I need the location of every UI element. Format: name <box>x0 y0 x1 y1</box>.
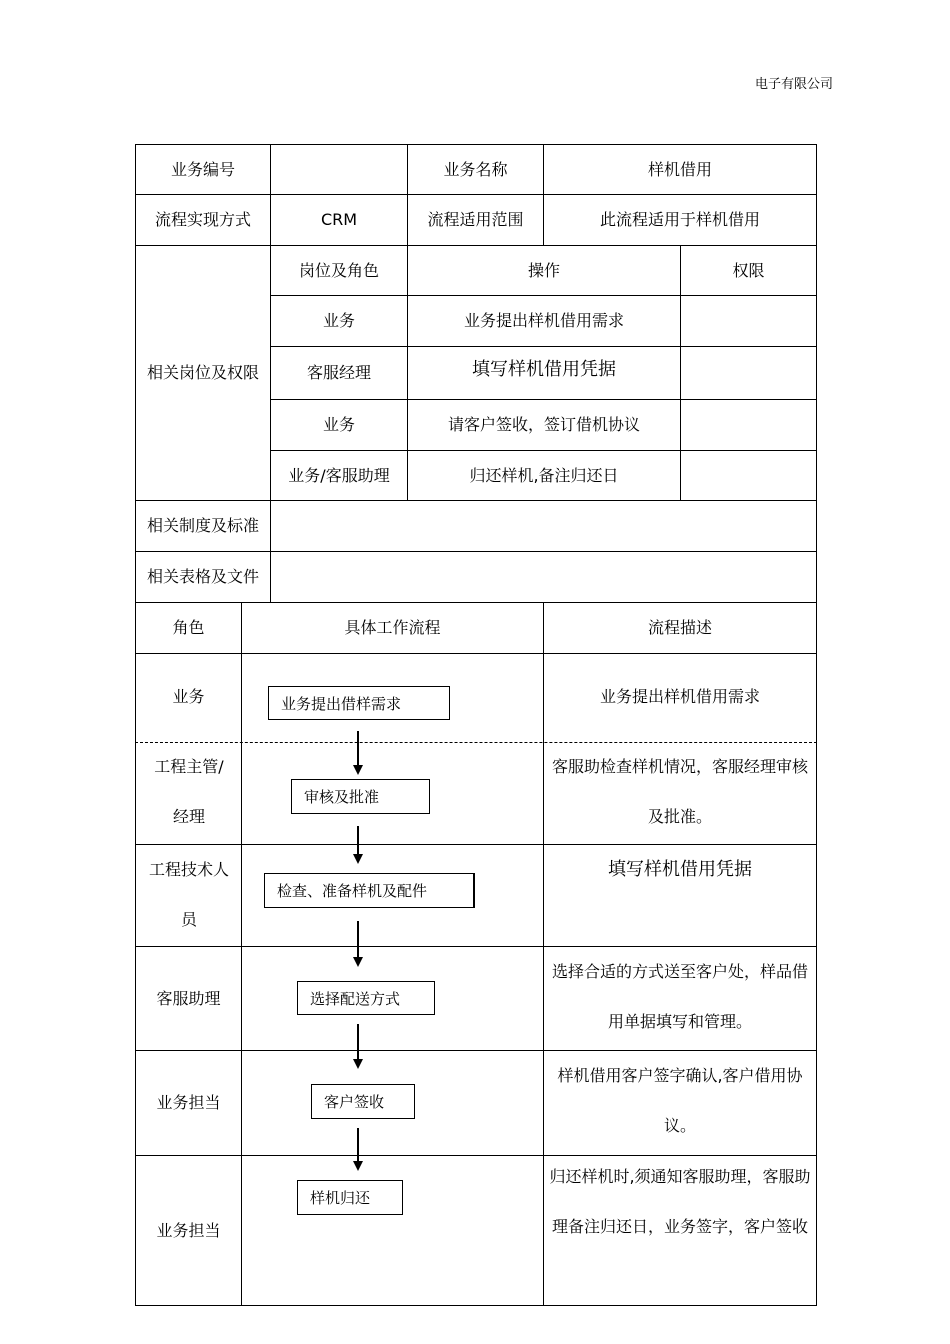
flow-arrow-line <box>357 921 359 957</box>
col-divider <box>241 602 242 1306</box>
roles-row-action: 填写样机借用凭据 <box>472 358 616 380</box>
forms-value <box>271 552 816 602</box>
biz-name-label: 业务名称 <box>443 159 508 179</box>
roles-row-role: 业务/客服助理 <box>288 465 390 485</box>
roles-header-action: 操作 <box>527 260 560 280</box>
standards-value <box>271 501 816 551</box>
roles-row-action: 归还样机,备注归还日 <box>469 465 619 485</box>
biz-name-value: 样机借用 <box>647 159 712 179</box>
biz-no-value <box>271 145 407 194</box>
flow-desc: 归还样机时,须通知客服助理，客服助理备注归还日，业务签字，客户签收 <box>549 1167 811 1236</box>
flow-role: 业务担当 <box>156 1093 221 1112</box>
impl-value: CRM <box>320 210 358 229</box>
flow-step-box: 样机归还 <box>297 1180 403 1215</box>
roles-row-action: 请客户签收，签订借机协议 <box>447 415 640 434</box>
flow-header-process: 具体工作流程 <box>344 618 441 637</box>
biz-no-label: 业务编号 <box>170 159 235 179</box>
roles-header-permission: 权限 <box>732 260 765 280</box>
flow-step-box: 检查、准备样机及配件 <box>264 873 475 908</box>
flow-arrow-head <box>353 1059 363 1069</box>
flow-step-box: 审核及批准 <box>291 779 430 814</box>
flow-arrow-head <box>353 957 363 967</box>
flow-desc: 选择合适的方式送至客户处，样品借用单据填写和管理。 <box>551 962 808 1031</box>
flow-role: 工程主管/经理 <box>154 757 224 826</box>
company-name: 电子有限公司 <box>754 77 833 92</box>
row-divider <box>135 653 817 654</box>
roles-row-action: 业务提出样机借用需求 <box>463 311 624 330</box>
flow-role: 业务担当 <box>156 1220 221 1240</box>
flow-desc: 业务提出样机借用需求 <box>599 687 760 706</box>
flow-step-box: 选择配送方式 <box>297 981 435 1015</box>
roles-header-role: 岗位及角色 <box>298 260 379 280</box>
flow-arrow-head <box>353 765 363 775</box>
roles-row-permission <box>681 451 816 500</box>
flow-desc: 客服助检查样机情况，客服经理审核及批准。 <box>551 757 808 826</box>
roles-section-label: 相关岗位及权限 <box>146 363 259 382</box>
roles-row-permission <box>681 296 816 346</box>
flow-desc: 填写样机借用凭据 <box>608 859 752 880</box>
roles-row-permission <box>681 400 816 450</box>
standards-label: 相关制度及标准 <box>146 516 259 535</box>
roles-row-role: 客服经理 <box>306 363 371 382</box>
impl-label: 流程实现方式 <box>154 210 251 229</box>
flow-arrow-head <box>353 854 363 864</box>
roles-row-role: 业务 <box>322 415 355 434</box>
roles-row-permission <box>681 347 816 399</box>
flow-arrow-line <box>357 1128 359 1161</box>
scope-label: 流程适用范围 <box>427 210 524 229</box>
scope-value: 此流程适用于样机借用 <box>599 210 760 229</box>
flow-header-role: 角色 <box>172 618 205 637</box>
table-border-bottom <box>135 1305 817 1306</box>
flow-arrow-line <box>357 731 359 765</box>
flow-arrow-line <box>357 1024 359 1059</box>
table-border-right <box>816 144 817 1306</box>
forms-label: 相关表格及文件 <box>146 567 259 586</box>
flow-step-box: 业务提出借样需求 <box>268 686 450 720</box>
flow-role: 客服助理 <box>156 988 221 1008</box>
roles-row-role: 业务 <box>322 311 355 330</box>
flow-header-desc: 流程描述 <box>647 618 712 637</box>
flow-arrow-line <box>357 826 359 854</box>
flow-desc: 样机借用客户签字确认,客户借用协议。 <box>557 1066 803 1135</box>
flow-role: 业务 <box>172 687 205 706</box>
flow-step-box: 客户签收 <box>311 1084 415 1119</box>
flow-role: 工程技术人员 <box>148 860 229 929</box>
flow-arrow-head <box>353 1161 363 1171</box>
